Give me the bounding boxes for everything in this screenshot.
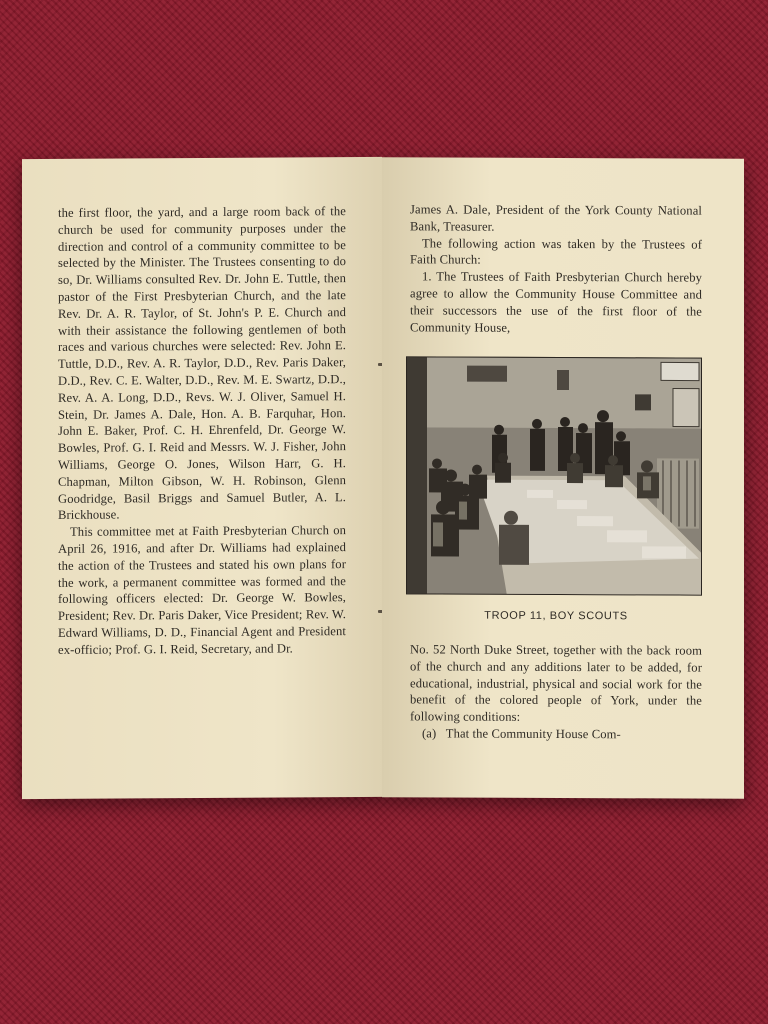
right-page-bottom-text: [410, 641, 702, 743]
left-paragraph-2: This committee met at Faith Presbyterian Church on April 26, 1916, and after Dr. Williams had explained the action of the Trustees and stated his own plans for the work, a permanent committee was formed and the following officers elected: Dr. George W. Bowles, President; Rev. Dr. Paris Daker, Vice President; Rev. W. Edward Williams, D. D., Financial Agent and President ex-officio; Prof. G. I. Reid, Secretary, and Dr.: [58, 523, 346, 657]
right-condition-a: (a) That the Community House Com-: [422, 726, 621, 742]
left-paragraph-1: the first floor, the yard, and a large room back of the church be used for community purposes under the direction and control of a community committee to be selected by the Minister. The Trustees consenting to do so, Dr. Williams consulted Rev. Dr. John E. Tuttle, then pastor of the First Presbyterian Church, and the late Rev. Dr. A. R. Taylor, of St. John's P. E. Church and with their assistance the following gentlemen of both races and various churches were selected: Rev. John E. Tuttle, D.D., Rev. A. R. Taylor, D.D., Rev. Paris Daker, D.D., Rev. C. E. Walter, D.D., Rev. M. E. Swartz, D.D., Rev. A. A. Long, D.D., Revs. W. J. Oliver, Samuel H. Stein, Dr. James A. Dale, Hon. A. B. Farquhar, Hon. John E. Baker, Prof. C. H. Ehrenfeld, Dr. George W. Bowles, Prof. G. I. Reid and Messrs. W. J. Fisher, John Williams, George O. Jones, Wilson Harr, G. H. Chapman, Milton Gibson, W. H. Robinson, Glenn Goodridge, Basil Briggs and Samuel Butler, A. L. Brickhouse.: [58, 204, 346, 523]
right-continuation-paragraph: No. 52 North Duke Street, together with the back room of the church and any additions later to be added, for educational, industrial, physical and social work for the benefit of the colored people of York, under the following conditions:: [410, 642, 702, 725]
left-page: [22, 157, 382, 799]
right-page: [382, 157, 744, 799]
right-page-top-text: [410, 201, 702, 337]
right-item-1: 1. The Trustees of Faith Presbyterian Church hereby agree to allow the Community House Committee and their successors the use of the first floor of the Community House,: [410, 269, 702, 335]
photo-caption: TROOP 11, BOY SCOUTS: [484, 609, 628, 623]
open-booklet: [22, 158, 744, 798]
left-page-text: [58, 203, 346, 658]
right-action-paragraph: The following action was taken by the Trustees of Faith Church:: [410, 235, 702, 268]
right-top-line: James A. Dale, President of the York County National Bank, Treasurer.: [410, 202, 702, 234]
boy-scouts-photo: [406, 356, 702, 595]
